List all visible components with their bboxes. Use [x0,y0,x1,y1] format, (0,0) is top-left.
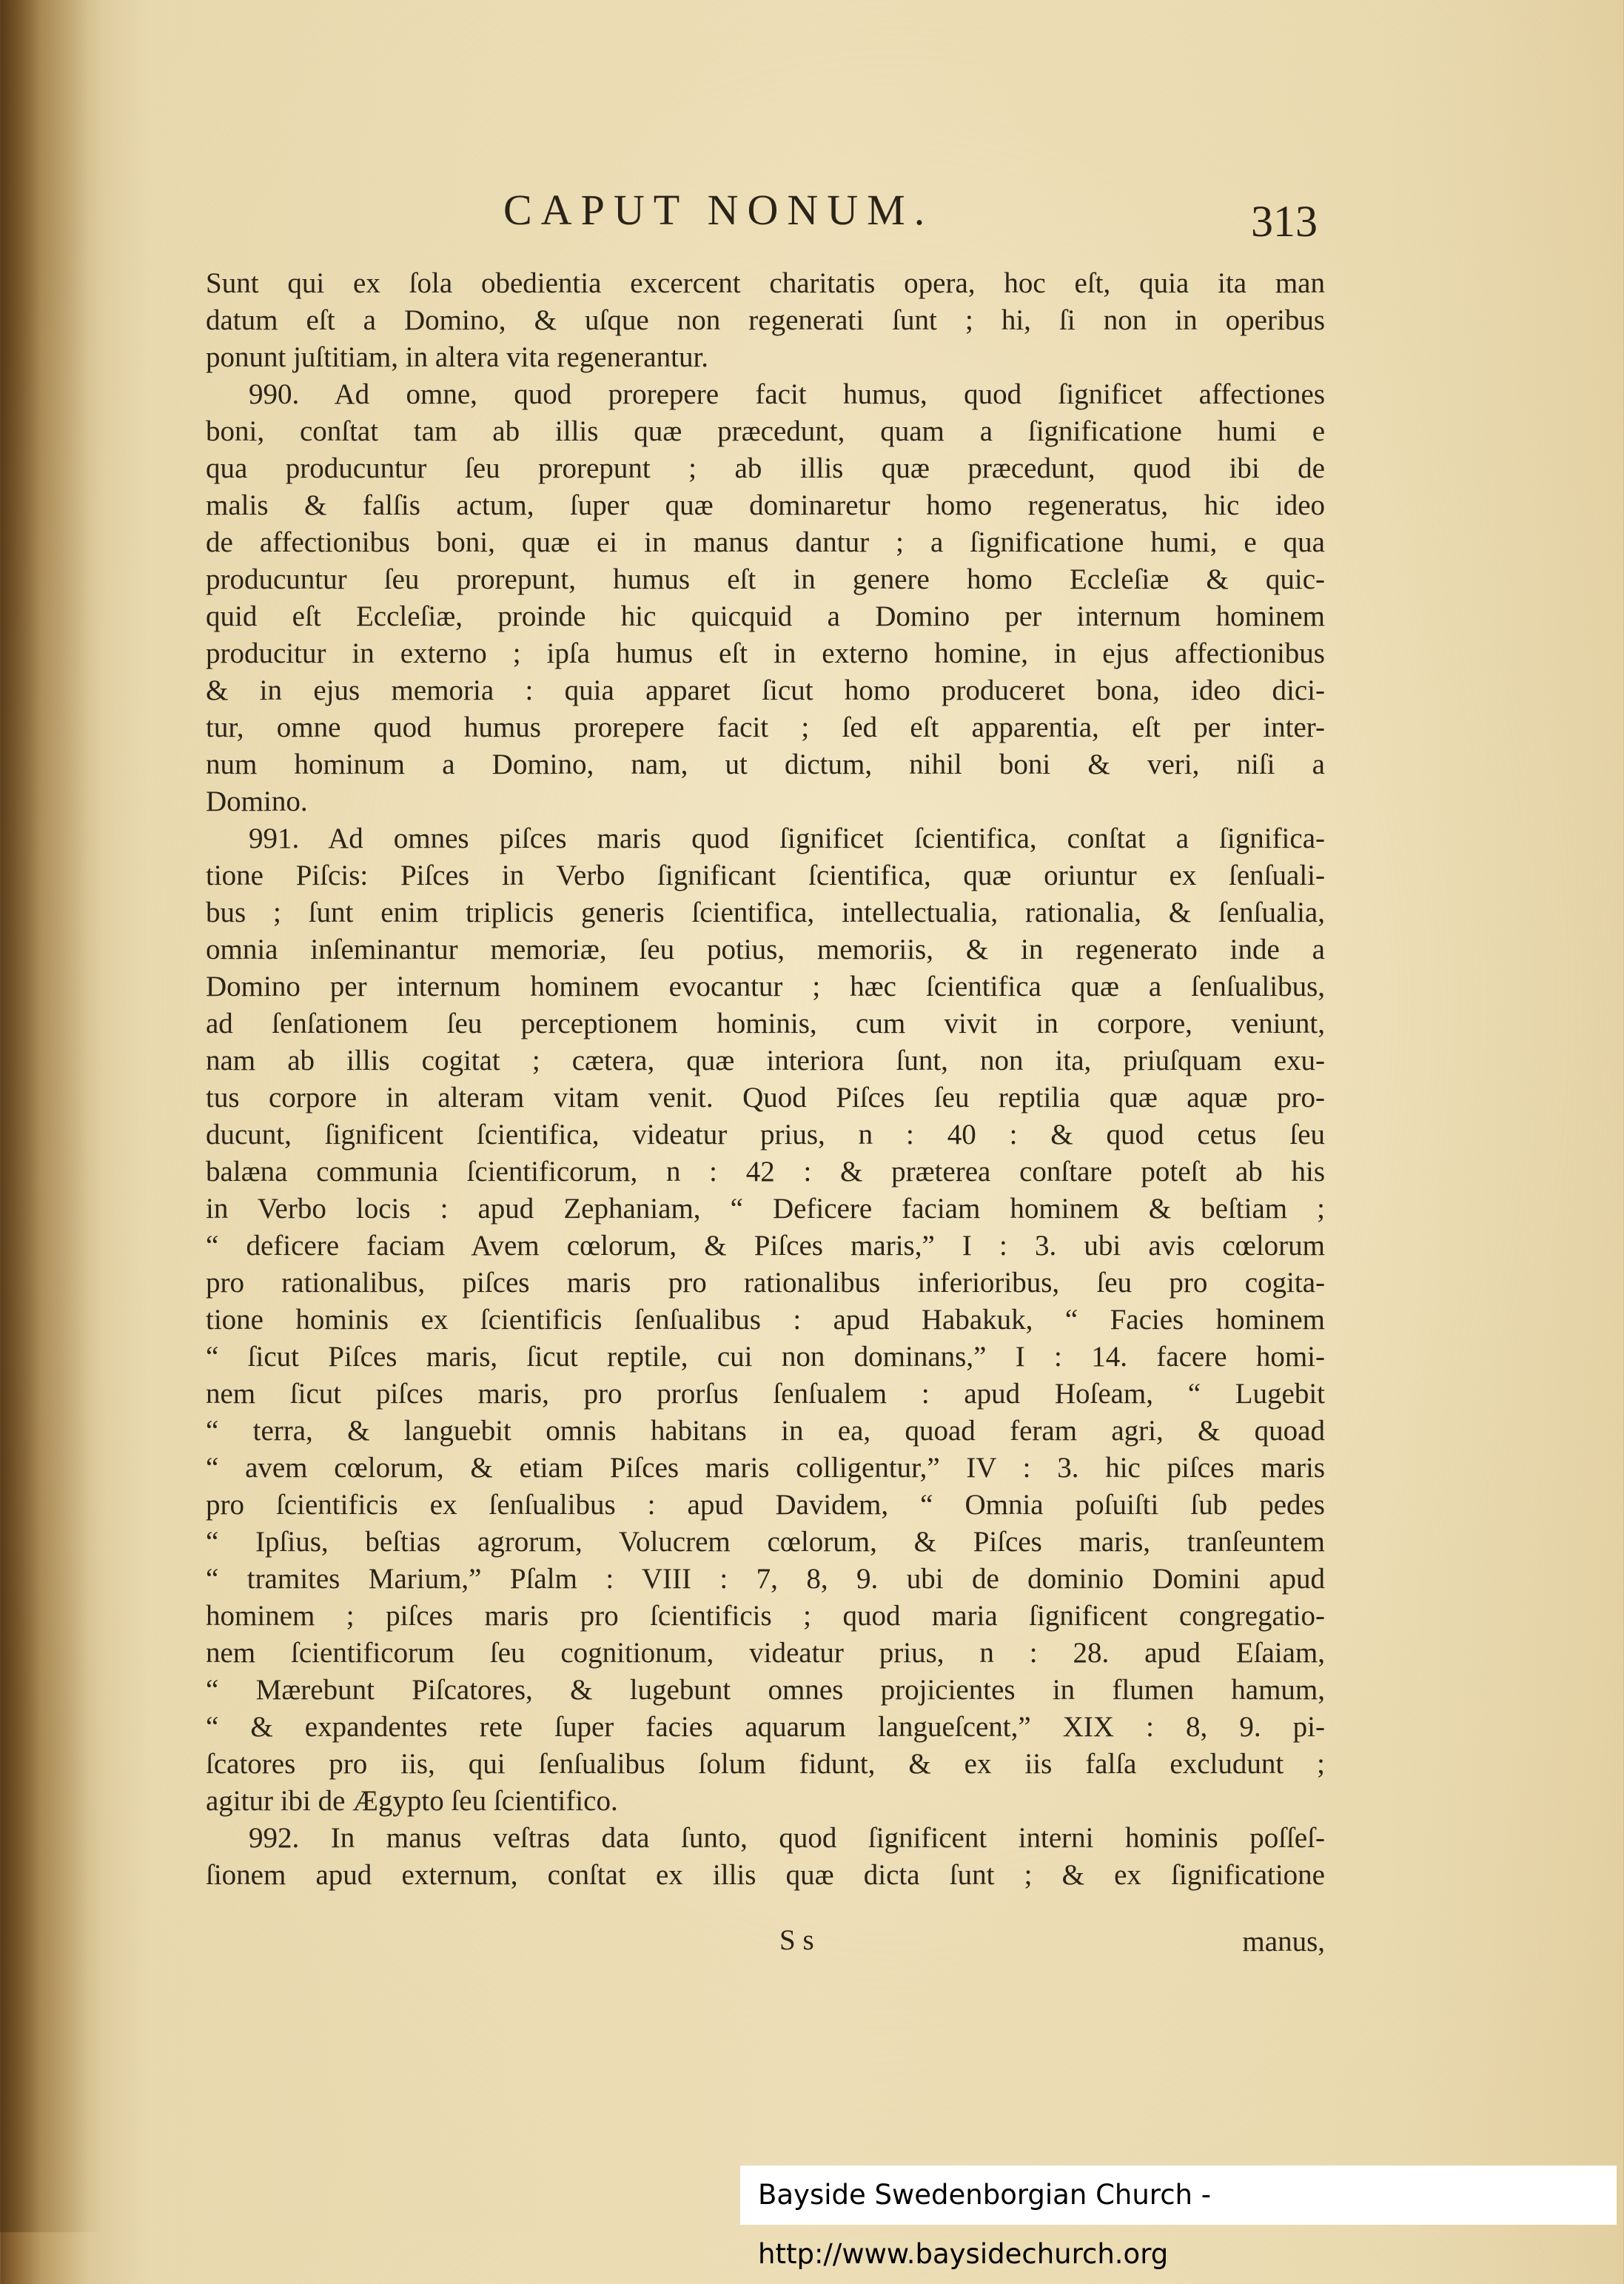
text-line: producitur in externo ; ipſa humus eſt in externo homine, in ejus affectionibus [206,637,1325,669]
text-line: balæna communia ſcientificorum, n : 42 : & præterea conſtare poteſt ab his [206,1156,1325,1188]
text-line: ducunt, ſignificent ſcientifica, videatur prius, n : 40 : & quod cetus ſeu [206,1119,1325,1151]
text-line: tione hominis ex ſcientificis ſenſualibus : apud Habakuk, “ Facies hominem [206,1304,1325,1336]
text-line: “ terra, & languebit omnis habitans in ea, quoad feram agri, & quoad [206,1415,1325,1447]
text-line: datum eſt a Domino, & uſque non regenerati ſunt ; hi, ſi non in operibus [206,304,1325,336]
text-line: ponunt juſtitiam, in altera vita regenerantur. [206,341,709,373]
page-footer [206,1923,1325,1960]
body-text [206,265,1325,1894]
text-line: tione Piſcis: Piſces in Verbo ſignificant ſcientifica, quæ oriuntur ex ſenſuali- [206,860,1325,891]
text-line: pro ſcientificis ex ſenſualibus : apud Davidem, “ Omnia poſuiſti ſub pedes [206,1489,1325,1521]
watermark-link: Bayside Swedenborgian Church - http://www.baysidechurch.org [740,2166,1617,2225]
signature-mark: S s [779,1924,814,1956]
text-line: producuntur ſeu prorepunt, humus eſt in genere homo Eccleſiæ & quic- [206,563,1325,595]
text-line: pro rationalibus, piſces maris pro rationalibus inferioribus, ſeu pro cogita- [206,1267,1325,1299]
paragraph-992-start: 992. In manus veſtras data ſunto, quod ſignificent interni hominis poſſeſ- [249,1822,1325,1854]
text-line: bus ; ſunt enim triplicis generis ſcientifica, intellectualia, rationalia, & ſenſualia, [206,897,1325,928]
catchword: manus, [1242,1926,1325,1958]
running-head: CAPUT NONUM. [503,186,934,234]
text-line: & in ejus memoria : quia apparet ſicut homo produceret bona, ideo dici- [206,674,1325,706]
text-line: tus corpore in alteram vitam venit. Quod Piſces ſeu reptilia quæ aquæ pro- [206,1082,1325,1113]
text-line: quid eſt Eccleſiæ, proinde hic quicquid a Domino per internum hominem [206,600,1325,632]
paragraph-990-start: 990. Ad omne, quod prorepere facit humus, quod ſignificet affectiones [249,378,1325,410]
text-line: “ deficere faciam Avem cœlorum, & Piſces maris,” I : 3. ubi avis cœlorum [206,1230,1325,1262]
text-line: de affectionibus boni, quæ ei in manus dantur ; a ſignificatione humi, e qua [206,526,1325,558]
paragraph-991-start: 991. Ad omnes piſces maris quod ſignificet ſcientifica, conſtat a ſignifica- [249,823,1325,854]
text-line: hominem ; piſces maris pro ſcientificis ; quod maria ſignificent congregatio- [206,1600,1325,1632]
text-line: “ tramites Marium,” Pſalm : VIII : 7, 8, 9. ubi de dominio Domini apud [206,1563,1325,1595]
text-line: tur, omne quod humus prorepere facit ; ſed eſt apparentia, eſt per inter- [206,711,1325,743]
text-line: Domino. [206,786,308,817]
text-line: “ Ipſius, beſtias agrorum, Volucrem cœlorum, & Piſces maris, tranſeuntem [206,1526,1325,1558]
text-line: in Verbo locis : apud Zephaniam, “ Deficere faciam hominem & beſtiam ; [206,1193,1325,1225]
text-line: “ Mærebunt Piſcatores, & lugebunt omnes projicientes in flumen hamum, [206,1674,1325,1706]
text-line: nem ſcientificorum ſeu cognitionum, videatur prius, n : 28. apud Eſaiam, [206,1637,1325,1669]
text-line: nam ab illis cogitat ; cætera, quæ interiora ſunt, non ita, priuſquam exu- [206,1045,1325,1076]
text-line: omnia inſeminantur memoriæ, ſeu potius, memoriis, & in regenerato inde a [206,934,1325,965]
text-line: nem ſicut piſces maris, pro prorſus ſenſualem : apud Hoſeam, “ Lugebit [206,1378,1325,1410]
text-line: “ ſicut Piſces maris, ſicut reptile, cui non dominans,” I : 14. facere homi- [206,1341,1325,1373]
text-line: qua producuntur ſeu prorepunt ; ab illis quæ præcedunt, quod ibi de [206,452,1325,484]
text-line: boni, conſtat tam ab illis quæ præcedunt, quam a ſignificatione humi e [206,415,1325,447]
text-line: Domino per internum hominem evocantur ; hæc ſcientifica quæ a ſenſualibus, [206,971,1325,1002]
text-line: ſcatores pro iis, qui ſenſualibus ſolum fidunt, & ex iis falſa excludunt ; [206,1748,1325,1780]
text-line: “ & expandentes rete ſuper facies aquarum langueſcent,” XIX : 8, 9. pi- [206,1711,1325,1743]
text-line: Sunt qui ex ſola obedientia excercent charitatis opera, hoc eſt, quia ita man [206,267,1325,299]
text-line: num hominum a Domino, nam, ut dictum, nihil boni & veri, niſi a [206,749,1325,780]
text-line: “ avem cœlorum, & etiam Piſces maris colligentur,” IV : 3. hic piſces maris [206,1452,1325,1484]
page-number: 313 [1251,197,1318,246]
text-line: malis & falſis actum, ſuper quæ dominaretur homo regeneratus, hic ideo [206,489,1325,521]
text-line: ſionem apud externum, conſtat ex illis quæ dicta ſunt ; & ex ſignificatione [206,1859,1325,1891]
text-line: ad ſenſationem ſeu perceptionem hominis, cum vivit in corpore, veniunt, [206,1008,1325,1039]
text-line: agitur ibi de Ægypto ſeu ſcientifico. [206,1785,618,1817]
